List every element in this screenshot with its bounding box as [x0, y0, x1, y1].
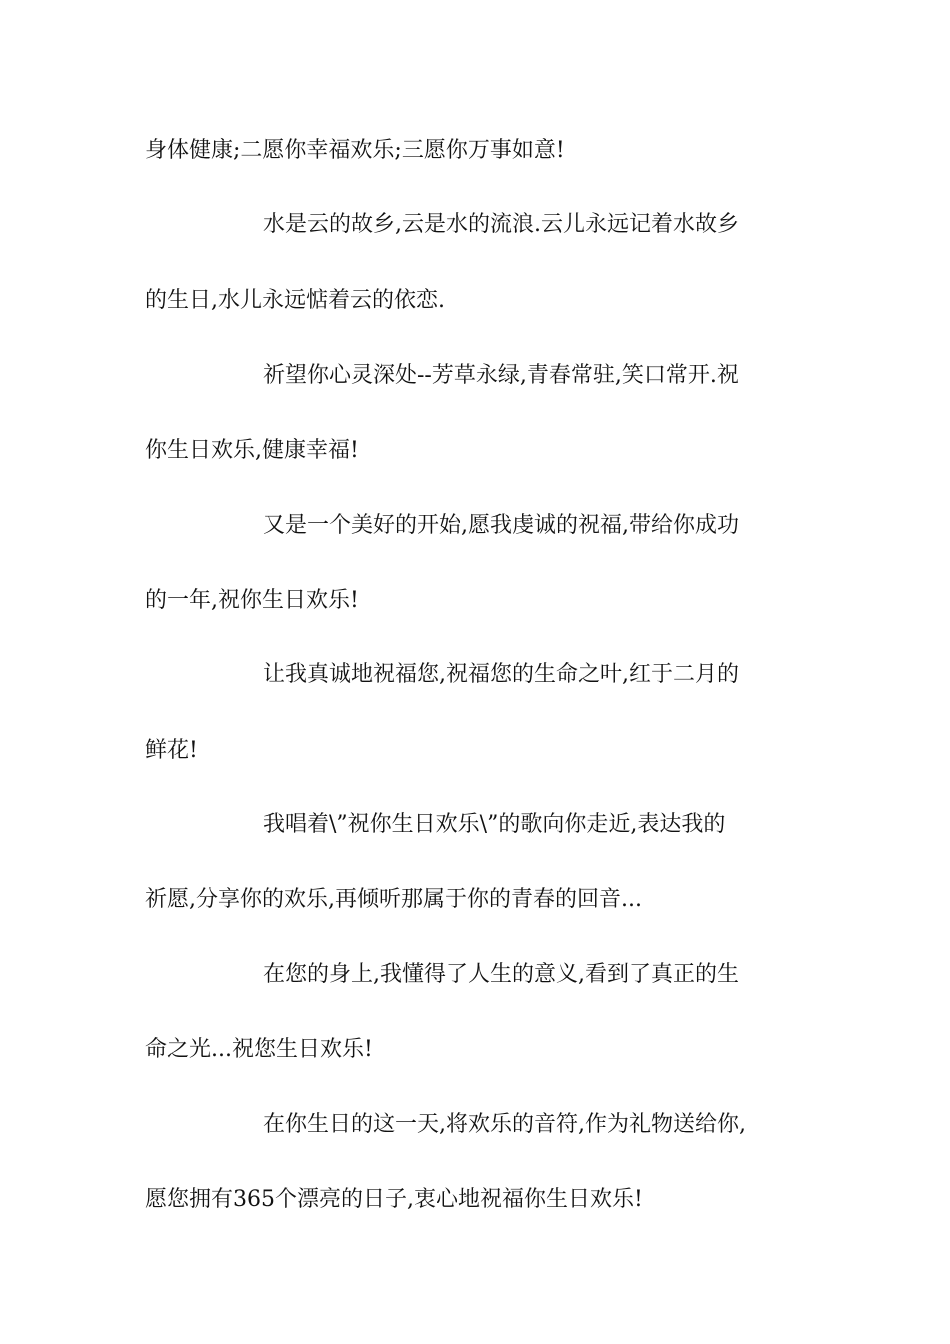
text-line: 的生日,水儿永远惦着云的依恋.: [145, 288, 445, 313]
text-line: 你生日欢乐,健康幸福!: [145, 438, 359, 463]
text-line: 祈愿,分享你的欢乐,再倾听那属于你的青春的回音...: [145, 887, 642, 912]
paragraph-first-line: 我唱着\”祝你生日欢乐\”的歌向你走近,表达我的: [263, 812, 726, 837]
text-line: 鲜花!: [145, 738, 198, 763]
text-line: 的一年,祝你生日欢乐!: [145, 588, 359, 613]
paragraph-first-line: 水是云的故乡,云是水的流浪.云儿永远记着水故乡: [263, 212, 739, 237]
paragraph-first-line: 祈望你心灵深处--芳草永绿,青春常驻,笑口常开.祝: [263, 363, 739, 388]
paragraph-first-line: 让我真诚地祝福您,祝福您的生命之叶,红于二月的: [263, 662, 739, 687]
paragraph-first-line: 又是一个美好的开始,愿我虔诚的祝福,带给你成功: [263, 513, 739, 538]
paragraph-first-line: 在你生日的这一天,将欢乐的音符,作为礼物送给你,: [263, 1112, 746, 1137]
paragraph-first-line: 在您的身上,我懂得了人生的意义,看到了真正的生: [263, 962, 739, 987]
text-line: 身体健康;二愿你幸福欢乐;三愿你万事如意!: [145, 138, 565, 163]
text-line: 命之光...祝您生日欢乐!: [145, 1037, 373, 1062]
text-line: 愿您拥有365个漂亮的日子,衷心地祝福你生日欢乐!: [145, 1187, 643, 1212]
